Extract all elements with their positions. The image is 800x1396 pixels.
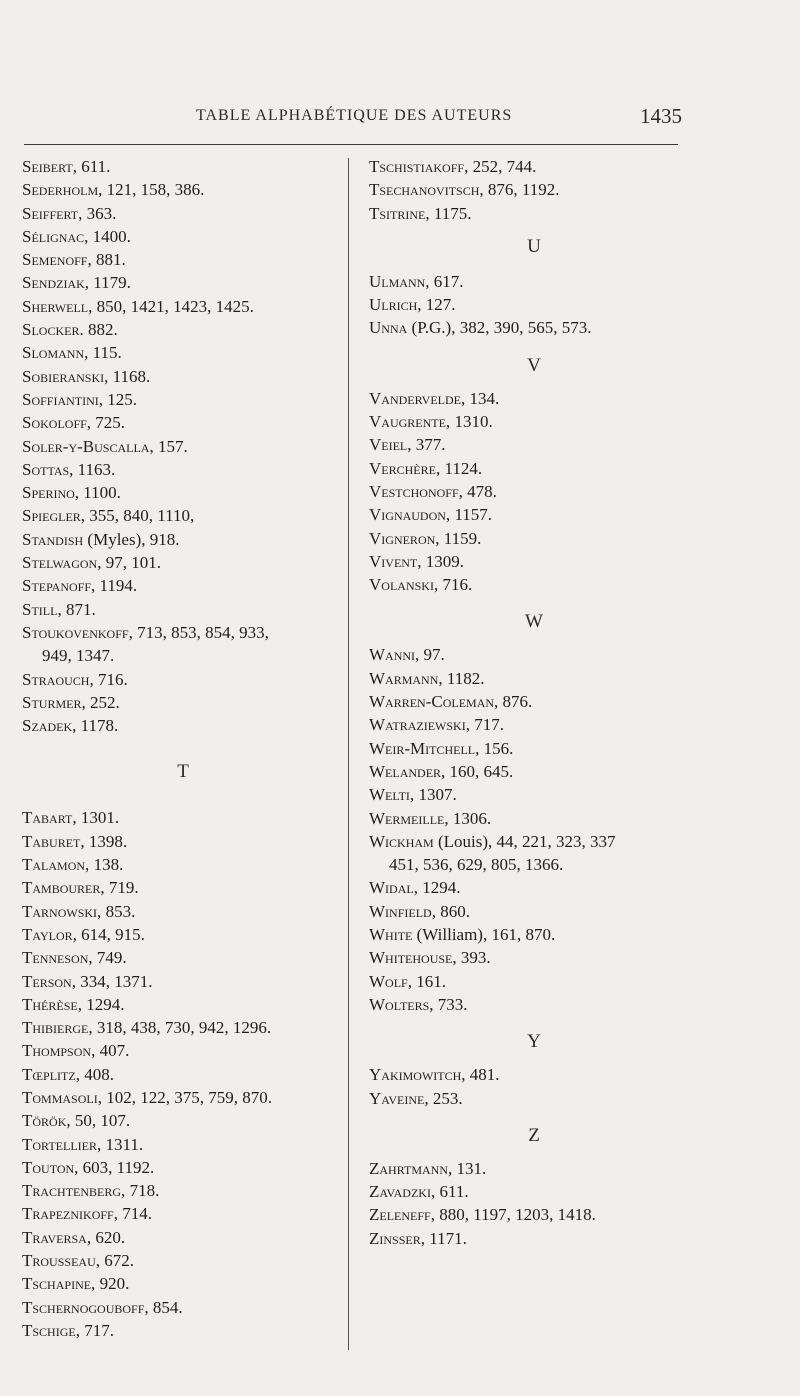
page-refs: (William), 161, 870. xyxy=(416,925,556,945)
page-refs: 1294. xyxy=(422,878,461,898)
index-entry xyxy=(22,1016,344,1039)
author-name: Tœplitz, xyxy=(22,1064,80,1084)
page-refs: (Louis), 44, 221, 323, 337 xyxy=(437,831,616,851)
index-entry xyxy=(369,690,699,713)
index-entry xyxy=(369,410,699,433)
left-column xyxy=(22,155,344,1342)
page-refs: 876. xyxy=(502,692,533,712)
index-group-t-cont xyxy=(369,155,699,225)
author-name: Yaveine, xyxy=(369,1088,429,1108)
index-entry xyxy=(22,504,344,527)
author-name: Sélignac, xyxy=(22,226,89,246)
author-name: Trapeznikoff, xyxy=(22,1204,118,1224)
page-refs: 157. xyxy=(157,436,188,456)
index-entry xyxy=(22,621,344,668)
index-entry xyxy=(22,806,344,829)
author-name: Tschernogouboff, xyxy=(22,1297,149,1317)
page-refs: 850, 1421, 1423, 1425. xyxy=(96,296,254,316)
page-refs: 1398. xyxy=(88,831,128,851)
page-refs: 127. xyxy=(425,295,456,315)
author-name: Vivent, xyxy=(369,551,422,571)
author-name: Zinsser, xyxy=(369,1228,425,1248)
page-refs: 334, 1371. xyxy=(80,971,153,991)
index-entry xyxy=(22,1249,344,1272)
section-letter-w: W xyxy=(525,611,543,633)
index-group-z xyxy=(369,1157,699,1250)
page-refs: 1159. xyxy=(443,528,482,548)
author-name: Thérèse, xyxy=(22,994,82,1014)
author-name: Whitehouse, xyxy=(369,948,457,968)
index-entry xyxy=(369,946,699,969)
author-name: Sendziak, xyxy=(22,273,90,293)
page-refs: 860. xyxy=(440,901,470,921)
index-group-w xyxy=(369,643,699,1016)
index-entry xyxy=(369,155,699,178)
author-name: Seibert, xyxy=(22,157,77,176)
author-name: Still, xyxy=(22,599,62,619)
index-entry xyxy=(22,411,344,434)
author-name: Yakimowitch, xyxy=(369,1065,466,1085)
index-entry xyxy=(22,481,344,504)
author-name: Tortellier, xyxy=(22,1134,102,1154)
page-refs: 1307. xyxy=(418,785,457,805)
index-entry xyxy=(369,178,699,201)
author-name: Seiffert, xyxy=(22,203,83,223)
page-refs: 138. xyxy=(93,855,124,875)
page-number: 1435 xyxy=(640,104,682,128)
page-refs: 377. xyxy=(415,435,446,455)
page-refs: 920. xyxy=(99,1274,130,1294)
index-entry xyxy=(369,1227,699,1250)
index-entry xyxy=(22,1179,344,1202)
author-name: Sperino, xyxy=(22,483,80,503)
author-name: Wolters, xyxy=(369,994,434,1014)
index-entry xyxy=(369,293,699,316)
author-name: Sturmer, xyxy=(22,692,86,712)
index-entry xyxy=(22,830,344,853)
index-entry xyxy=(22,714,344,737)
author-name: Török, xyxy=(22,1111,71,1131)
index-entry xyxy=(369,316,699,339)
index-entry xyxy=(22,1296,344,1319)
index-entry xyxy=(22,691,344,714)
section-letter-y: Y xyxy=(527,1031,541,1053)
page-refs: 854. xyxy=(152,1297,183,1317)
author-name: Vigneron, xyxy=(369,528,440,548)
page-refs: 355, 840, 1110, xyxy=(89,506,195,526)
page-refs: 614, 915. xyxy=(81,924,145,944)
author-name: Tenneson, xyxy=(22,948,93,968)
index-entry xyxy=(369,573,699,596)
author-name: Warren-Coleman, xyxy=(369,692,499,712)
author-name: Touton, xyxy=(22,1157,79,1177)
author-name: Soler-y-Buscalla, xyxy=(22,436,154,456)
column-divider xyxy=(348,158,349,1350)
index-entry xyxy=(22,225,344,248)
page-refs: 50, 107. xyxy=(74,1111,131,1131)
author-name: Tsitrine, xyxy=(369,203,430,223)
index-entry xyxy=(22,1133,344,1156)
right-column xyxy=(369,155,699,1250)
author-name: Soffiantini, xyxy=(22,389,104,409)
index-entry xyxy=(22,271,344,294)
page-refs: 713, 853, 854, 933, xyxy=(137,622,269,642)
index-entry xyxy=(22,946,344,969)
page-refs: 363. xyxy=(86,203,117,223)
index-entry xyxy=(369,1203,699,1226)
index-entry xyxy=(369,270,699,293)
index-entry xyxy=(22,341,344,364)
index-entry xyxy=(22,1226,344,1249)
page-refs: 603, 1192. xyxy=(82,1157,155,1177)
section-letter-v: V xyxy=(527,354,541,376)
index-entry xyxy=(369,550,699,573)
page-refs: 714. xyxy=(122,1204,152,1224)
author-name: Unna xyxy=(369,318,408,338)
page-refs: 407. xyxy=(99,1041,130,1061)
author-name: Verchère, xyxy=(369,458,441,478)
author-name: Winfield, xyxy=(369,901,436,921)
page-refs: 881. xyxy=(95,250,126,270)
page-refs: 617. xyxy=(433,271,464,291)
index-entry xyxy=(369,876,699,899)
section-letter-t: T xyxy=(177,761,189,783)
author-name: Warmann, xyxy=(369,668,443,688)
author-name: Wickham xyxy=(369,831,434,851)
author-name: Tsechanovitsch, xyxy=(369,180,484,200)
index-entry xyxy=(22,1202,344,1225)
index-group-u xyxy=(369,270,699,340)
index-entry xyxy=(22,1319,344,1342)
index-entry xyxy=(22,853,344,876)
author-name: Wolf, xyxy=(369,971,412,991)
page-refs: 134. xyxy=(469,388,500,408)
author-name: Stelwagon, xyxy=(22,553,102,573)
author-name: Trousseau, xyxy=(22,1251,100,1271)
author-name: Veiel, xyxy=(369,435,412,455)
page-refs: 717. xyxy=(474,715,504,735)
page-refs: 611. xyxy=(81,157,111,176)
index-entry xyxy=(22,970,344,993)
index-entry xyxy=(369,760,699,783)
page-refs: 1163. xyxy=(77,459,116,479)
page-refs: 115. xyxy=(92,343,122,363)
index-entry xyxy=(369,480,699,503)
author-name: Sederholm, xyxy=(22,180,103,200)
page-refs: 125. xyxy=(107,389,138,409)
page-refs: 252, 744. xyxy=(472,157,537,176)
page-refs: 716. xyxy=(97,669,128,689)
author-name: Terson, xyxy=(22,971,76,991)
author-name: Sokoloff, xyxy=(22,413,92,433)
page-refs: 408. xyxy=(84,1064,114,1084)
author-name: Traversa, xyxy=(22,1227,92,1247)
index-entry xyxy=(22,923,344,946)
index-entry xyxy=(369,643,699,666)
page-refs-continued: 451, 536, 629, 805, 1366. xyxy=(389,855,564,875)
author-name: Straouch, xyxy=(22,669,94,689)
author-name: Semenoff, xyxy=(22,250,92,270)
index-entry xyxy=(22,1272,344,1295)
page-refs: 1400. xyxy=(92,226,131,246)
page-refs: 1306. xyxy=(452,808,492,828)
page-refs: 481. xyxy=(469,1065,500,1085)
index-entry xyxy=(369,923,699,946)
page-refs: 1182. xyxy=(446,668,485,688)
author-name: Wanni, xyxy=(369,645,420,665)
index-entry xyxy=(22,900,344,923)
author-name: Tambourer, xyxy=(22,878,105,898)
author-name: Vignaudon, xyxy=(369,505,451,525)
page-refs: (Myles), 918. xyxy=(87,529,180,549)
page-refs: 719. xyxy=(108,878,139,898)
author-name: White xyxy=(369,925,413,945)
index-entry xyxy=(22,574,344,597)
author-name: Vestchonoff, xyxy=(369,481,463,501)
page-refs: 718. xyxy=(129,1181,160,1201)
author-name: Watraziewski, xyxy=(369,715,470,735)
author-name: Stoukovenkoff, xyxy=(22,622,133,642)
index-entry xyxy=(22,1156,344,1179)
author-name: Standish xyxy=(22,529,84,549)
page-refs: 1178. xyxy=(80,716,119,736)
page-refs: 102, 122, 375, 759, 870. xyxy=(106,1087,272,1107)
index-entry xyxy=(369,737,699,760)
author-name: Thompson, xyxy=(22,1041,96,1061)
index-entry xyxy=(22,202,344,225)
index-entry xyxy=(22,993,344,1016)
page-refs: 131. xyxy=(456,1158,487,1178)
index-entry xyxy=(22,388,344,411)
index-entry xyxy=(22,876,344,899)
page-refs: 1157. xyxy=(454,505,493,525)
page-refs: 733. xyxy=(437,994,468,1014)
section-letter-u: U xyxy=(527,235,541,257)
page-refs: 880, 1197, 1203, 1418. xyxy=(439,1205,596,1225)
page-refs: 1309. xyxy=(425,551,465,571)
author-name: Vaugrente, xyxy=(369,412,451,432)
index-entry xyxy=(22,295,344,318)
index-entry xyxy=(22,1109,344,1132)
page-refs: 156. xyxy=(483,738,514,758)
section-letter-z: Z xyxy=(528,1124,540,1146)
index-entry xyxy=(369,457,699,480)
index-group-y xyxy=(369,1063,699,1110)
page-refs: 1194. xyxy=(99,576,138,596)
index-entry xyxy=(22,1039,344,1062)
author-name: Vandervelde, xyxy=(369,388,466,408)
page-refs: 725. xyxy=(95,413,126,433)
page-refs: 672. xyxy=(104,1251,134,1271)
author-name: Welti, xyxy=(369,785,415,805)
page-refs: 1311. xyxy=(105,1134,144,1154)
index-entry xyxy=(22,318,344,341)
author-name: Weir-Mitchell, xyxy=(369,738,480,758)
index-entry xyxy=(22,365,344,388)
index-entry xyxy=(22,528,344,551)
author-name: Volanski, xyxy=(369,575,439,595)
index-entry xyxy=(22,598,344,621)
index-entry xyxy=(369,993,699,1016)
page-refs: 161. xyxy=(416,971,446,991)
index-entry xyxy=(369,970,699,993)
index-entry xyxy=(369,783,699,806)
author-name: Tarnowski, xyxy=(22,901,102,921)
header-rule xyxy=(24,144,678,145)
page-refs: 252. xyxy=(89,692,120,712)
index-entry xyxy=(22,1063,344,1086)
index-entry xyxy=(369,1180,699,1203)
index-entry xyxy=(369,503,699,526)
author-name: Stepanoff, xyxy=(22,576,96,596)
index-entry xyxy=(369,387,699,410)
page-refs: 1171. xyxy=(429,1228,467,1248)
index-entry xyxy=(369,713,699,736)
author-name: Ulrich, xyxy=(369,295,422,315)
page-refs: 620. xyxy=(95,1227,126,1247)
index-entry xyxy=(369,1063,699,1086)
page-refs: 611. xyxy=(439,1182,469,1202)
page-refs: 1124. xyxy=(444,458,483,478)
author-name: Trachtenberg, xyxy=(22,1181,126,1201)
author-name: Spiegler, xyxy=(22,506,86,526)
page-refs: 1301. xyxy=(80,808,120,828)
page-refs: 1175. xyxy=(433,203,472,223)
page-refs: 717. xyxy=(84,1320,114,1340)
author-name: Sherwell, xyxy=(22,296,93,316)
index-entry xyxy=(22,458,344,481)
author-name: Widal, xyxy=(369,878,418,898)
index-entry xyxy=(369,433,699,456)
author-name: Tommasoli, xyxy=(22,1087,102,1107)
index-entry xyxy=(369,1087,699,1110)
author-name: Slocker. xyxy=(22,320,84,340)
page-refs: 1100. xyxy=(83,483,121,503)
page-refs: (P.G.), 382, 390, 565, 573. xyxy=(411,318,592,338)
author-name: Sobieranski, xyxy=(22,366,109,386)
index-entry xyxy=(22,178,344,201)
author-name: Taburet, xyxy=(22,831,85,851)
index-entry xyxy=(22,155,344,178)
author-name: Tabart, xyxy=(22,808,77,828)
index-entry xyxy=(369,667,699,690)
index-entry xyxy=(22,1086,344,1109)
page-refs: 1168. xyxy=(112,366,151,386)
index-entry xyxy=(22,551,344,574)
author-name: Welander, xyxy=(369,761,446,781)
index-group-t xyxy=(22,806,344,1342)
index-entry xyxy=(22,668,344,691)
page-refs: 1179. xyxy=(93,273,131,293)
index-entry xyxy=(369,202,699,225)
page-refs: 1310. xyxy=(454,412,493,432)
author-name: Zeleneff, xyxy=(369,1205,435,1225)
index-group-s xyxy=(22,155,344,737)
page-refs: 478. xyxy=(467,481,497,501)
page-refs: 121, 158, 386. xyxy=(106,180,205,200)
page-refs: 853. xyxy=(105,901,136,921)
author-name: Ulmann, xyxy=(369,271,430,291)
page-header xyxy=(22,104,682,134)
index-entry xyxy=(369,900,699,923)
index-entry xyxy=(22,248,344,271)
running-head: TABLE ALPHABÉTIQUE DES AUTEURS xyxy=(196,107,513,124)
page-refs: 393. xyxy=(460,948,491,968)
page-refs: 253. xyxy=(432,1088,463,1108)
page-refs: 318, 438, 730, 942, 1296. xyxy=(96,1018,272,1038)
page-refs: 160, 645. xyxy=(449,761,514,781)
page-refs: 1294. xyxy=(86,994,125,1014)
index-entry xyxy=(369,830,699,877)
page-refs: 882. xyxy=(87,320,118,340)
index-group-v xyxy=(369,387,699,597)
author-name: Slomann, xyxy=(22,343,89,363)
page-refs: 871. xyxy=(65,599,96,619)
author-name: Tschige, xyxy=(22,1320,80,1340)
page-refs: 716. xyxy=(442,575,473,595)
author-name: Thibierge, xyxy=(22,1018,93,1038)
author-name: Sottas, xyxy=(22,459,74,479)
index-entry xyxy=(369,1157,699,1180)
author-name: Szadek, xyxy=(22,716,77,736)
author-name: Talamon, xyxy=(22,855,90,875)
index-entry xyxy=(22,435,344,458)
index-entry xyxy=(369,807,699,830)
author-name: Zavadzki, xyxy=(369,1182,436,1202)
page-refs: 876, 1192. xyxy=(487,180,560,200)
author-name: Tschapine, xyxy=(22,1274,96,1294)
page-refs: 97, 101. xyxy=(105,553,161,573)
page-refs: 97. xyxy=(423,645,445,665)
author-name: Wermeille, xyxy=(369,808,449,828)
author-name: Tschistiakoff, xyxy=(369,157,469,176)
author-name: Zahrtmann, xyxy=(369,1158,453,1178)
page-refs: 749. xyxy=(96,948,127,968)
page-refs-continued: 949, 1347. xyxy=(42,646,115,666)
author-name: Taylor, xyxy=(22,924,77,944)
index-entry xyxy=(369,527,699,550)
